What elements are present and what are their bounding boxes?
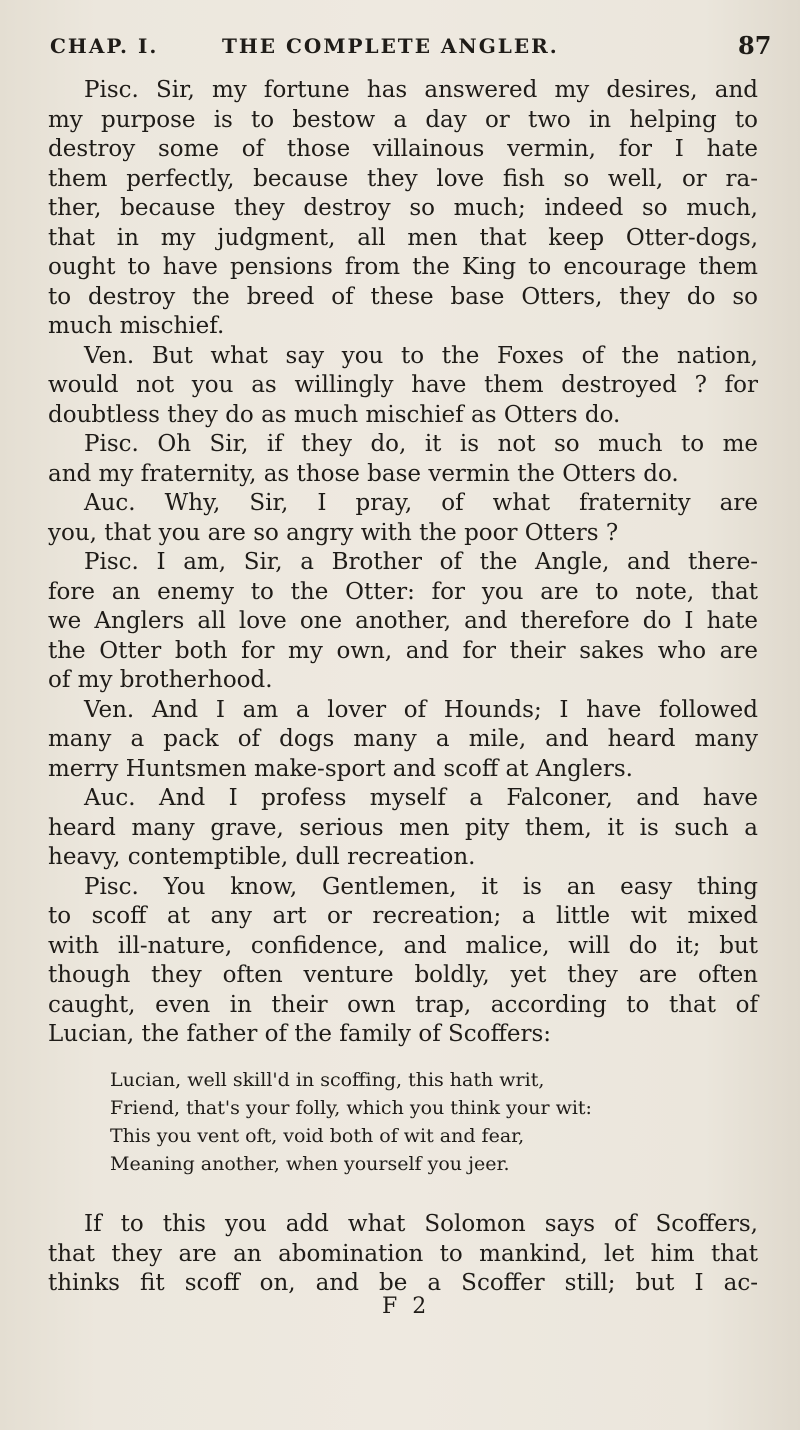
text-line: Ven. And I am a lover of Hounds; I have followed (84, 696, 758, 723)
text-line: heard many grave, serious men pity them, it is such a (48, 814, 758, 841)
text-line: Auc. And I profess myself a Falconer, and have (84, 785, 758, 811)
text-line: Auc. Why, Sir, I pray, of what fraternity are (84, 490, 758, 516)
verse-line: Friend, that's your folly, which you think your wit: (110, 1097, 592, 1119)
text-line: doubtless they do as much mischief as Otters do. (48, 401, 621, 428)
chapter-label: CHAP. I. (50, 34, 159, 58)
text-line: with ill-nature, confidence, and malice, will do it; but (48, 932, 758, 959)
text-line: If to this you add what Solomon says of Scoffers, (84, 1211, 758, 1237)
text-line: Pisc. I am, Sir, a Brother of the Angle, and there- (84, 549, 758, 575)
page-number: 87 (738, 31, 772, 60)
text-line: would not you as willingly have them destroyed ? for (48, 372, 758, 398)
verse-line: Lucian, well skill'd in scoffing, this hath writ, (110, 1069, 545, 1091)
text-line: thinks fit scoff on, and be a Scoffer still; but I ac- (48, 1270, 758, 1296)
text-line: much mischief. (48, 313, 225, 339)
text-line: my purpose is to bestow a day or two in helping to (48, 106, 758, 133)
text-line: destroy some of those villainous vermin, for I hate (48, 136, 758, 162)
text-line: that in my judgment, all men that keep Otter-dogs, (48, 224, 758, 251)
text-line: caught, even in their own trap, according to that of (48, 991, 758, 1018)
text-line: merry Huntsmen make-sport and scoff at Anglers. (48, 755, 633, 782)
text-line: ther, because they destroy so much; indeed so much, (48, 195, 758, 221)
text-line: ought to have pensions from the King to encourage them (48, 254, 758, 280)
text-line: Lucian, the father of the family of Scoffers: (48, 1021, 552, 1047)
text-line: Pisc. Sir, my fortune has answered my desires, and (84, 77, 758, 103)
verse-line: This you vent oft, void both of wit and fear, (110, 1125, 525, 1147)
text-line: to destroy the breed of these base Otters, they do so (48, 283, 758, 310)
text-line: the Otter both for my own, and for their sakes who are (48, 637, 758, 664)
text-line: of my brotherhood. (48, 667, 273, 693)
verse-quote (110, 1066, 670, 1178)
signature-mark: F 2 (382, 1294, 431, 1319)
text-line: though they often venture boldly, yet they are often (48, 962, 758, 988)
main-text (48, 76, 758, 1050)
text-line: many a pack of dogs many a mile, and heard many (48, 726, 758, 752)
text-line: you, that you are so angry with the poor Otters ? (48, 519, 619, 546)
text-line: Pisc. Oh Sir, if they do, it is not so much to me (84, 431, 758, 457)
text-line: to scoff at any art or recreation; a little wit mixed (48, 903, 758, 929)
text-line: heavy, contemptible, dull recreation. (48, 844, 476, 870)
running-header (0, 31, 800, 64)
running-title: THE COMPLETE ANGLER. (222, 34, 559, 58)
text-line: Ven. But what say you to the Foxes of the nation, (84, 342, 758, 369)
text-line: we Anglers all love one another, and therefore do I hate (48, 608, 758, 634)
text-line: Pisc. You know, Gentlemen, it is an easy thing (84, 873, 758, 900)
text-line: that they are an abomination to mankind, let him that (48, 1240, 758, 1267)
text-line: and my fraternity, as those base vermin the Otters do. (48, 460, 679, 487)
text-line: them perfectly, because they love fish so well, or ra- (48, 165, 758, 192)
text-line: fore an enemy to the Otter: for you are to note, that (48, 578, 758, 605)
verse-line: Meaning another, when yourself you jeer. (110, 1153, 510, 1175)
closing-text (48, 1210, 758, 1299)
